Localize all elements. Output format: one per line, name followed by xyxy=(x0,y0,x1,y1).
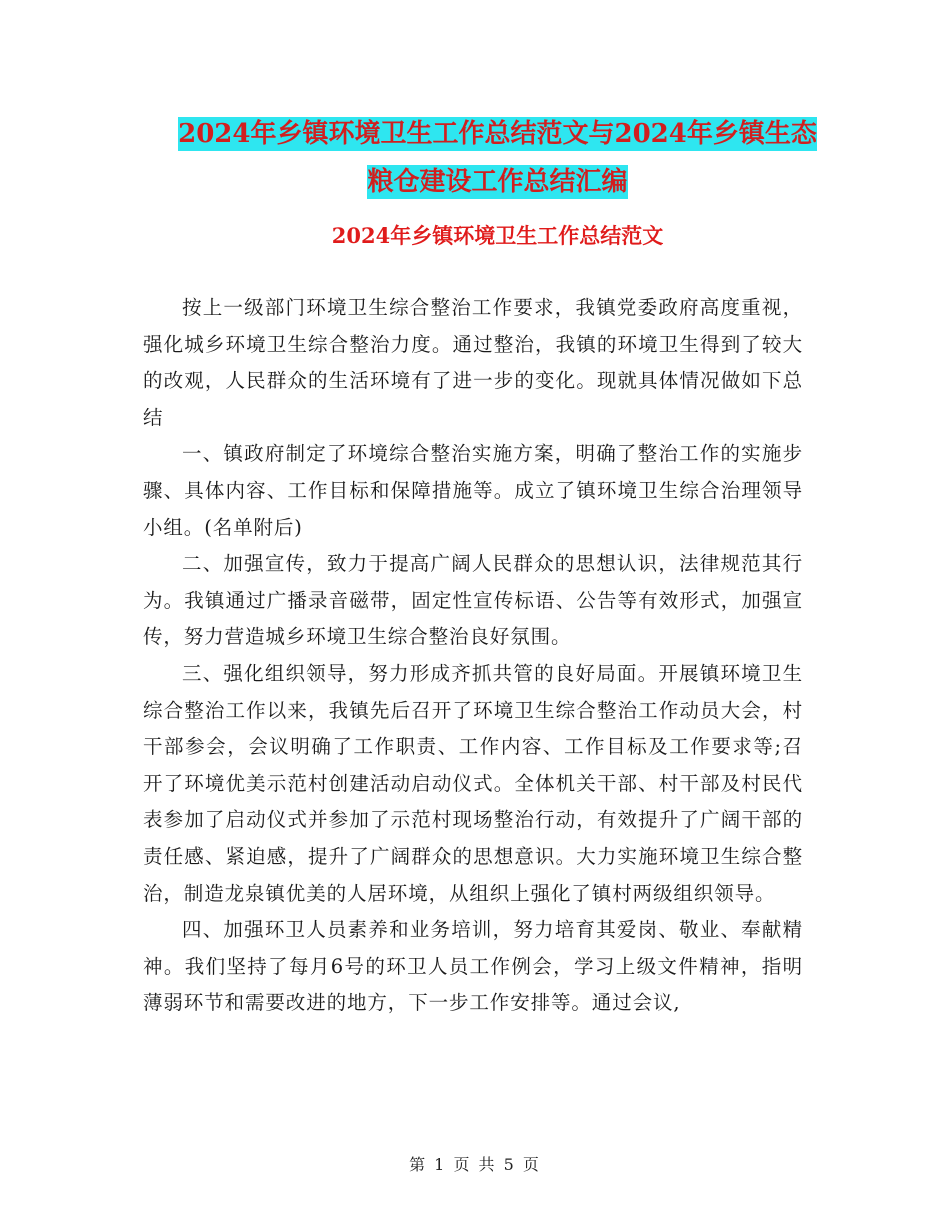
section-title: 2024年乡镇环境卫生工作总结范文 xyxy=(331,223,664,248)
paragraph-2: 二、加强宣传，致力于提高广阔人民群众的思想认识，法律规范其行为。我镇通过广播录音磁带，固定性宣传标语、公告等有效形式，加强宣传，努力营造城乡环境卫生综合整治良好氛围。 xyxy=(143,552,803,649)
document-body xyxy=(143,290,803,1022)
paragraph-1: 一、镇政府制定了环境综合整治实施方案，明确了整治工作的实施步骤、具体内容、工作目标和保障措施等。成立了镇环境卫生综合治理领导小组。(名单附后) xyxy=(143,442,803,539)
page-footer: 第 1 页 共 5 页 xyxy=(409,1155,541,1174)
title-line-1: 2024年乡镇环境卫生工作总结范文与2024年乡镇生态 xyxy=(178,119,817,149)
title-line-2: 粮仓建设工作总结汇编 xyxy=(367,167,628,197)
paragraph-3: 三、强化组织领导，努力形成齐抓共管的良好局面。开展镇环境卫生综合整治工作以来，我镇先后召开了环境卫生综合整治工作动员大会，村干部参会，会议明确了工作职责、工作内容、工作目标及工作要求等;召开了环境优美示范村创建活动启动仪式。全体机关干部、村干部及村民代表参加了启动仪式并参加了示范村现场整治行动，有效提升了广阔干部的责任感、紧迫感，提升了广阔群众的思想意识。大力实施环境卫生综合整治，制造龙泉镇优美的人居环境，从组织上强化了镇村两级组织领导。 xyxy=(143,661,803,905)
document-title xyxy=(140,110,855,206)
paragraph-4: 四、加强环卫人员素养和业务培训，努力培育其爱岗、敬业、奉献精神。我们坚持了每月6号的环卫人员工作例会，学习上级文件精神，指明薄弱环节和需要改进的地方，下一步工作安排等。通过会议, xyxy=(143,918,803,1015)
paragraph-intro: 按上一级部门环境卫生综合整治工作要求，我镇党委政府高度重视，强化城乡环境卫生综合整治力度。通过整治，我镇的环境卫生得到了较大的改观，人民群众的生活环境有了进一步的变化。现就具体情况做如下总结 xyxy=(143,296,803,429)
